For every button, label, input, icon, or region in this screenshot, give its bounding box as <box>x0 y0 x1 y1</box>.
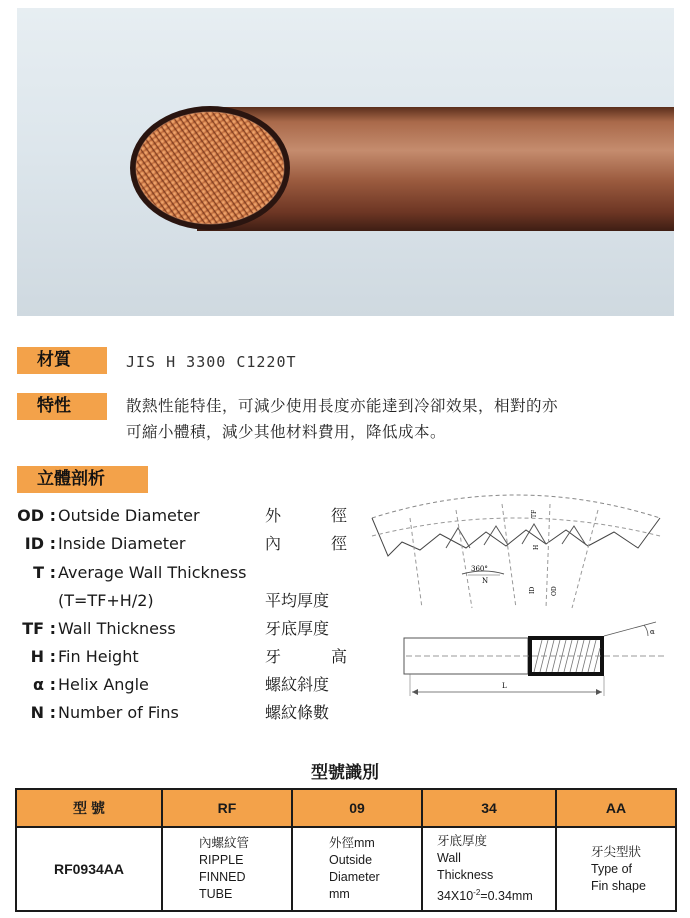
legend-abbr: α : <box>33 675 56 694</box>
legend-cn-char: 高 <box>330 647 347 666</box>
label-id: ID <box>529 586 536 594</box>
legend-abbr: N : <box>30 703 56 722</box>
shape-line: 牙尖型狀 <box>591 844 642 859</box>
wall-line: Thickness <box>437 867 494 882</box>
label-l: L <box>502 682 507 690</box>
legend <box>0 503 360 733</box>
table-row <box>16 827 676 911</box>
od-line: 外徑mm <box>329 836 375 850</box>
shape-line: Fin shape <box>591 878 646 893</box>
cell-od <box>292 827 422 911</box>
header-09: 09 <box>292 789 422 827</box>
formula-exp: -2 <box>473 887 481 897</box>
legend-text: Inside Diameter <box>58 534 186 553</box>
tube-cross-section-diagram <box>366 490 666 710</box>
rf-line: 內螺紋管 <box>199 836 250 850</box>
legend-cn <box>265 616 347 642</box>
cell-shape <box>556 827 676 911</box>
model-identification-table <box>15 788 677 912</box>
label-alpha: α <box>650 628 655 636</box>
cell-wall <box>422 827 556 911</box>
legend-cn <box>265 700 347 726</box>
legend-row-t-formula <box>0 588 360 614</box>
analysis-label: 立體剖析 <box>17 466 148 493</box>
header-model: 型 號 <box>16 789 162 827</box>
wall-line: 牙底厚度 <box>437 833 488 848</box>
legend-abbr: H : <box>30 647 56 666</box>
rf-line: FINNED <box>199 870 246 884</box>
header-aa: AA <box>556 789 676 827</box>
wall-line: Wall <box>437 850 461 865</box>
legend-text: Helix Angle <box>58 675 149 694</box>
model-code: RF0934AA <box>53 860 125 877</box>
legend-cn-char: 內 <box>265 534 282 553</box>
legend-text: Outside Diameter <box>58 506 200 525</box>
table-header-row <box>16 789 676 827</box>
label-h: H <box>533 544 540 550</box>
label-tf: TF <box>531 509 538 518</box>
legend-cn <box>265 588 347 614</box>
rf-line: RIPPLE <box>199 853 244 867</box>
legend-cn-char: 螺紋斜度 <box>265 675 330 694</box>
legend-abbr: TF : <box>22 619 56 638</box>
header-rf: RF <box>162 789 292 827</box>
hero-photo <box>17 8 674 316</box>
material-label: 材質 <box>17 347 107 374</box>
od-line: mm <box>329 887 350 901</box>
rf-line: TUBE <box>199 887 233 901</box>
legend-text: Wall Thickness <box>58 619 176 638</box>
cell-model <box>16 827 162 911</box>
legend-cn-char: 平均厚度 <box>265 591 330 610</box>
legend-cn-char: 牙底厚度 <box>265 619 330 638</box>
legend-text: (T=TF+H/2) <box>58 591 154 610</box>
formula-rest: =0.34mm <box>480 889 533 904</box>
od-line: Diameter <box>329 870 380 884</box>
wall-formula <box>423 884 555 905</box>
legend-cn <box>265 503 347 529</box>
od-line: Outside <box>329 853 373 867</box>
legend-cn-char: 螺紋條數 <box>265 703 330 722</box>
legend-row-t <box>0 560 360 586</box>
legend-row-id <box>0 531 360 557</box>
legend-row-n <box>0 700 360 726</box>
legend-text: Fin Height <box>58 647 139 666</box>
material-value: JIS H 3300 C1220T <box>126 353 297 371</box>
label-n: N <box>482 577 489 585</box>
cell-rf <box>162 827 292 911</box>
legend-cn <box>265 644 347 670</box>
legend-row-h <box>0 644 360 670</box>
legend-abbr: ID : <box>24 534 56 553</box>
legend-row-alpha <box>0 672 360 698</box>
features-label: 特性 <box>17 393 107 420</box>
label-360: 360° <box>471 565 488 573</box>
legend-abbr: OD : <box>17 506 56 525</box>
legend-cn-char: 牙 <box>265 647 282 666</box>
legend-text: Average Wall Thickness <box>58 563 247 582</box>
features-line-2: 可縮小體積，減少其他材料費用，降低成本。 <box>126 423 447 441</box>
legend-abbr: T : <box>33 563 56 582</box>
legend-cn <box>265 531 347 557</box>
legend-text: Number of Fins <box>58 703 179 722</box>
legend-row-tf <box>0 616 360 642</box>
legend-cn-char: 徑 <box>330 534 347 553</box>
legend-row-od <box>0 503 360 529</box>
formula-base: 34X10 <box>437 889 474 904</box>
features-line-1: 散熱性能特佳，可減少使用長度亦能達到冷卻效果，相對的亦 <box>126 397 559 415</box>
header-34: 34 <box>422 789 556 827</box>
shape-line: Type of <box>591 861 632 876</box>
legend-cn-char: 外 <box>265 506 282 525</box>
legend-cn-char: 徑 <box>330 506 347 525</box>
legend-cn <box>265 672 347 698</box>
model-table-title: 型號識別 <box>311 763 379 783</box>
label-od: OD <box>551 586 558 596</box>
